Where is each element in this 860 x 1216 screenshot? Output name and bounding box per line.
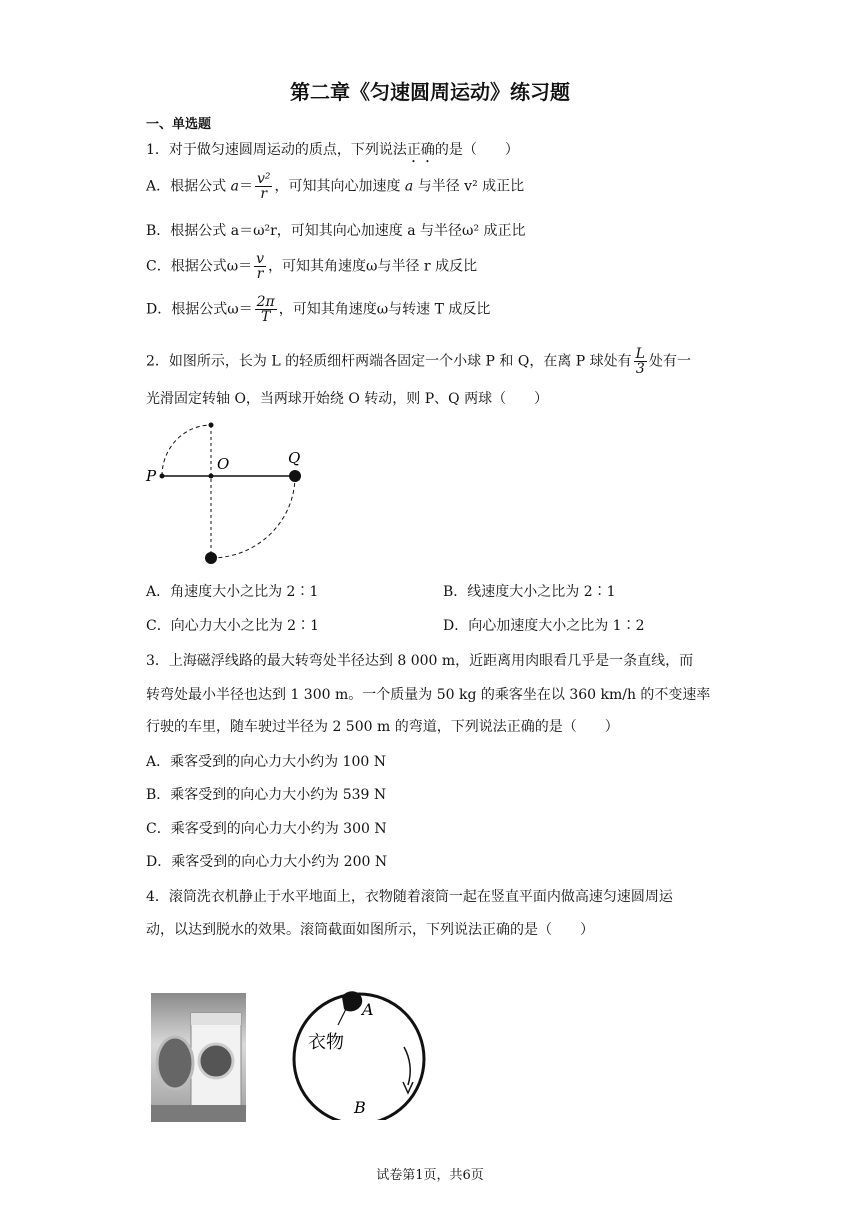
q3-option-d[interactable]: D．乘客受到的向心力大小约为 200 N <box>146 854 388 870</box>
q1-emphasis: 正确 <box>406 142 435 158</box>
ball-p <box>160 474 165 479</box>
q2-option-b[interactable]: B．线速度大小之比为 2∶1 <box>443 584 616 600</box>
p-arc <box>162 425 211 476</box>
q3-stem-line2: 转弯处最小半径也达到 1 300 m。一个质量为 50 kg 的乘客坐在以 360 km/h 的不变速率 <box>146 687 711 703</box>
q2-stem-line1: 2．如图所示，长为 L 的轻质细杆两端各固定一个小球 P 和 Q，在离 P 球处有 $\frac{L}{3}$ 处有一 <box>146 346 691 377</box>
q2-diagram <box>140 415 320 575</box>
rotation-arrow <box>404 1047 410 1085</box>
washing-machine-icon <box>151 993 246 1122</box>
q2-option-c[interactable]: C．向心力大小之比为 2∶1 <box>146 618 319 634</box>
pointer-line <box>338 1009 346 1025</box>
fraction: $\frac{2\pi}{T}$ <box>256 294 275 325</box>
q4-drum-diagram <box>286 985 446 1120</box>
q1-option-a[interactable]: A．根据公式 a＝ $\frac{\text{v²}}{r}$ ，可知其向心加速度 a 与半径 v² 成正比 <box>146 171 525 202</box>
label-b: B <box>354 1098 366 1117</box>
ball-q-rotated <box>205 552 217 564</box>
q1-option-d[interactable]: D．根据公式ω＝ $\frac{2\pi}{T}$ ，可知其角速度ω与转速 T 成反比 <box>146 294 491 325</box>
clothes-blob <box>342 991 362 1011</box>
label-p: P <box>146 467 157 485</box>
q3-stem-line1: 3．上海磁浮线路的最大转弯处半径达到 8 000 m，近距离用肉眼看几乎是一条直线，而 <box>146 653 694 669</box>
q1-option-c[interactable]: C．根据公式ω＝ $\frac{v}{r}$ ，可知其角速度ω与半径 r 成反比 <box>146 251 478 282</box>
fraction: $\frac{\text{v²}}{r}$ <box>256 171 271 202</box>
page-footer: 试卷第1页，共6页 <box>376 1168 484 1183</box>
q3-stem-line3: 行驶的车里，随车驶过半径为 2 500 m 的弯道，下列说法正确的是（ ） <box>146 719 619 735</box>
fraction: $\frac{L}{3}$ <box>635 346 645 377</box>
label-o: O <box>217 455 230 473</box>
q3-option-a[interactable]: A．乘客受到的向心力大小约为 100 N <box>146 754 386 770</box>
label-a: A <box>362 1000 374 1019</box>
q-arc <box>211 476 295 558</box>
ball-q <box>289 470 301 482</box>
ball-p-rotated <box>209 423 214 428</box>
q3-option-b[interactable]: B．乘客受到的向心力大小约为 539 N <box>146 787 387 803</box>
q2-stem-line2: 光滑固定转轴 O，当两球开始绕 O 转动，则 P、Q 两球（ ） <box>146 391 549 407</box>
section-heading: 一、单选题 <box>146 117 212 132</box>
pivot-o <box>209 474 214 479</box>
label-q: Q <box>288 449 301 467</box>
q3-option-c[interactable]: C．乘客受到的向心力大小约为 300 N <box>146 821 387 837</box>
page-title: 第二章《匀速圆周运动》练习题 <box>290 80 570 104</box>
label-clothes: 衣物 <box>308 1032 344 1053</box>
washing-machine-photo <box>151 993 246 1122</box>
fraction: $\frac{v}{r}$ <box>256 251 265 282</box>
q1-stem: 1．对于做匀速圆周运动的质点，下列说法正确的是（ ） <box>146 142 519 158</box>
q4-stem-line2: 动，以达到脱水的效果。滚筒截面如图所示，下列说法正确的是（ ） <box>146 922 594 938</box>
q4-stem-line1: 4．滚筒洗衣机静止于水平地面上，衣物随着滚筒一起在竖直平面内做高速匀速圆周运 <box>146 889 673 905</box>
q2-option-d[interactable]: D．向心加速度大小之比为 1∶2 <box>443 618 645 634</box>
q1-option-b[interactable]: B．根据公式 a＝ω²r，可知其向心加速度 a 与半径ω² 成正比 <box>146 223 526 239</box>
q2-option-a[interactable]: A．角速度大小之比为 2∶1 <box>146 584 319 600</box>
